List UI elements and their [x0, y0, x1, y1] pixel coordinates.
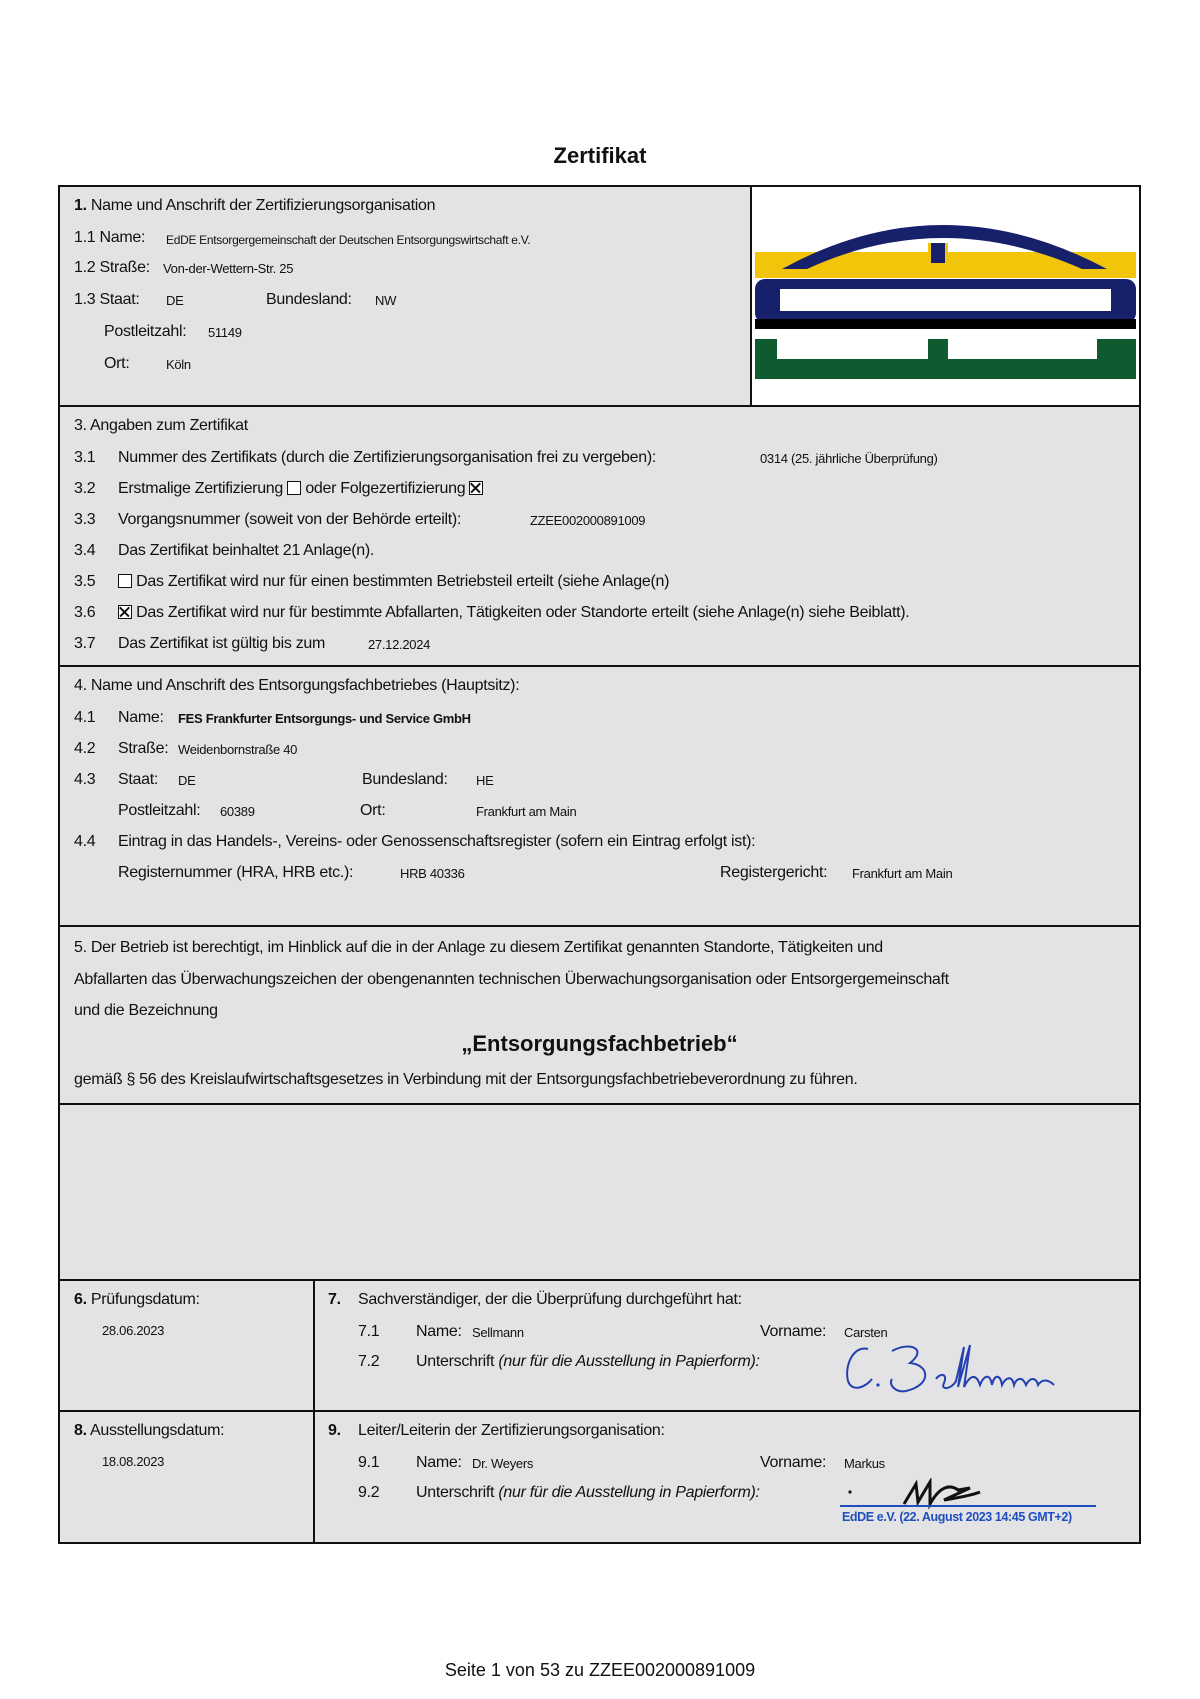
section-1-issuer: [58, 185, 1141, 407]
specific-waste-checkbox[interactable]: [118, 605, 132, 619]
sec1-city-label: Ort:: [104, 355, 130, 372]
register-number: HRB 40336: [400, 866, 465, 881]
head-name: Dr. Weyers: [472, 1456, 534, 1471]
row-9-2-num: 9.2: [358, 1484, 380, 1501]
sec9-heading: Leiter/Leiterin der Zertifizierungsorganisation:: [358, 1422, 665, 1439]
row-3-1-num: 3.1: [74, 449, 96, 466]
company-city-label: Ort:: [360, 802, 386, 819]
sec1-zip-label: Postleitzahl:: [104, 323, 187, 340]
register-number-label: Registernummer (HRA, HRB etc.):: [118, 864, 354, 881]
edde-logo-icon: [752, 187, 1139, 405]
head-name-label: Name:: [416, 1454, 462, 1471]
row-3-5-text: Das Zertifikat wird nur für einen bestimmten Betriebsteil erteilt (siehe Anlage(n): [136, 573, 670, 590]
company-street-label: Straße:: [118, 740, 169, 757]
expert-first-name-label: Vorname:: [760, 1323, 827, 1340]
row-3-6-num: 3.6: [74, 604, 96, 621]
sec8-label-text: Ausstellungsdatum:: [90, 1422, 225, 1439]
sec1-land-value: NW: [375, 293, 397, 308]
sec1-num: 1.: [74, 197, 87, 214]
sec5-line-3: und die Bezeichnung: [74, 1002, 218, 1019]
follow-certification-checkbox[interactable]: [469, 481, 483, 495]
company-name: FES Frankfurter Entsorgungs- und Service GmbH: [178, 711, 471, 726]
row-3-7-num: 3.7: [74, 635, 96, 652]
first-certification-label: Erstmalige Zertifizierung: [118, 480, 284, 497]
stamp-line: [840, 1505, 1096, 1507]
row-4-1-num: 4.1: [74, 709, 96, 726]
register-court-label: Registergericht:: [720, 864, 828, 881]
expert-name: Sellmann: [472, 1325, 524, 1340]
row-3-5: [118, 573, 669, 591]
valid-until-date: 27.12.2024: [368, 637, 431, 652]
company-street: Weidenbornstraße 40: [178, 742, 298, 757]
row-7-1-num: 7.1: [358, 1323, 380, 1340]
section-3-certificate-info: [58, 405, 1141, 667]
sec5-line-1: 5. Der Betrieb ist berechtigt, im Hinblick auf die in der Anlage zu diesem Zertifikat genannten Standorte, Tätigkeiten und: [74, 939, 883, 956]
sec6-label: [74, 1291, 200, 1309]
expert-signature-label: Unterschrift (nur für die Ausstellung in Papierform):: [416, 1353, 760, 1370]
sec3-heading: 3. Angaben zum Zertifikat: [74, 417, 248, 434]
company-land-label: Bundesland:: [362, 771, 448, 788]
row-7-2-num: 7.2: [358, 1353, 380, 1370]
row-4-3-num: 4.3: [74, 771, 96, 788]
sec7-heading: Sachverständiger, der die Überprüfung durchgeführt hat:: [358, 1291, 742, 1308]
digital-signature-stamp: EdDE e.V. (22. August 2023 14:45 GMT+2): [842, 1510, 1072, 1524]
row-3-3-text: Vorgangsnummer (soweit von der Behörde erteilt):: [118, 511, 462, 528]
sec5-line-4: gemäß § 56 des Kreislaufwirtschaftsgesetzes in Verbindung mit der Entsorgungsfachbetriebeverordnung zu führen.: [74, 1071, 858, 1088]
head-first-name: Markus: [844, 1456, 885, 1471]
row-3-3-num: 3.3: [74, 511, 96, 528]
document-title: Zertifikat: [553, 143, 647, 168]
section-8-9: [58, 1410, 1141, 1544]
row-4-4-text: Eintrag in das Handels-, Vereins- oder Genossenschaftsregister (sofern ein Eintrag erfolgt ist):: [118, 833, 756, 850]
sec6-num: 6.: [74, 1291, 87, 1308]
inspection-date: 28.06.2023: [102, 1323, 165, 1338]
sec1-name-label: 1.1 Name:: [74, 229, 146, 246]
row-3-6-text: Das Zertifikat wird nur für bestimmte Abfallarten, Tätigkeiten oder Standorte erteilt (siehe Anlage(n) siehe Beiblatt).: [136, 604, 910, 621]
company-city: Frankfurt am Main: [476, 804, 577, 819]
head-first-name-label: Vorname:: [760, 1454, 827, 1471]
row-3-4-num: 3.4: [74, 542, 96, 559]
blank-area: [58, 1103, 1141, 1281]
company-state-label: Staat:: [118, 771, 159, 788]
sec1-street-value: Von-der-Wettern-Str. 25: [163, 261, 294, 276]
row-3-2: [118, 480, 483, 498]
operation-part-checkbox[interactable]: [118, 574, 132, 588]
row-3-1-text: Nummer des Zertifikats (durch die Zertifizierungsorganisation frei zu vergeben):: [118, 449, 657, 466]
issue-date: 18.08.2023: [102, 1454, 165, 1469]
section-6-7: [58, 1279, 1141, 1412]
sec1-city-value: Köln: [166, 357, 191, 372]
sec8-label: [74, 1422, 224, 1440]
company-state: DE: [178, 773, 196, 788]
sec6-label-text: Prüfungsdatum:: [90, 1291, 200, 1308]
sec1-land-label: Bundesland:: [266, 291, 352, 308]
follow-certification-label: oder Folgezertifizierung: [305, 480, 466, 497]
process-number: ZZEE002000891009: [530, 513, 646, 528]
edde-logo: [752, 187, 1139, 405]
section-4-company: [58, 665, 1141, 927]
row-3-4-text: Das Zertifikat beinhaltet 21 Anlage(n).: [118, 542, 375, 559]
expert-first-name: Carsten: [844, 1325, 888, 1340]
sec1-zip-value: 51149: [208, 325, 242, 340]
row-3-7-text: Das Zertifikat ist gültig bis zum: [118, 635, 326, 652]
sec9-num: 9.: [328, 1422, 341, 1439]
certificate-number: 0314 (25. jährliche Überprüfung): [760, 451, 938, 466]
first-certification-checkbox[interactable]: [287, 481, 301, 495]
sec1-state-label: 1.3 Staat:: [74, 291, 140, 308]
company-zip-label: Postleitzahl:: [118, 802, 201, 819]
sec1-heading: Name und Anschrift der Zertifizierungsorganisation: [90, 197, 436, 214]
sec1-street-label: 1.2 Straße:: [74, 259, 150, 276]
page-footer: Seite 1 von 53 zu ZZEE002000891009: [444, 1660, 756, 1680]
section-5-authorization: [58, 925, 1141, 1105]
register-court: Frankfurt am Main: [852, 866, 953, 881]
designation-title: „Entsorgungsfachbetrieb“: [461, 1031, 738, 1056]
head-signature-label: Unterschrift (nur für die Ausstellung in Papierform):: [416, 1484, 760, 1501]
company-zip: 60389: [220, 804, 255, 819]
row-3-6: [118, 604, 909, 622]
company-name-label: Name:: [118, 709, 164, 726]
sec4-heading: 4. Name und Anschrift des Entsorgungsfachbetriebes (Hauptsitz):: [74, 677, 520, 694]
sec7-num: 7.: [328, 1291, 341, 1308]
row-3-5-num: 3.5: [74, 573, 96, 590]
company-land: HE: [476, 773, 494, 788]
row-3-2-num: 3.2: [74, 480, 96, 497]
expert-signature: [840, 1339, 1070, 1397]
sec5-line-2: Abfallarten das Überwachungszeichen der obengenannten technischen Überwachungsorganisation oder Entsorgergemeinschaft: [74, 971, 949, 988]
row-4-2-num: 4.2: [74, 740, 96, 757]
row-4-4-num: 4.4: [74, 833, 96, 850]
sec1-state-value: DE: [166, 293, 184, 308]
expert-name-label: Name:: [416, 1323, 462, 1340]
sec1-name-value: EdDE Entsorgergemeinschaft der Deutschen Entsorgungswirtschaft e.V.: [166, 233, 531, 247]
sec8-num: 8.: [74, 1422, 87, 1439]
row-9-1-num: 9.1: [358, 1454, 380, 1471]
